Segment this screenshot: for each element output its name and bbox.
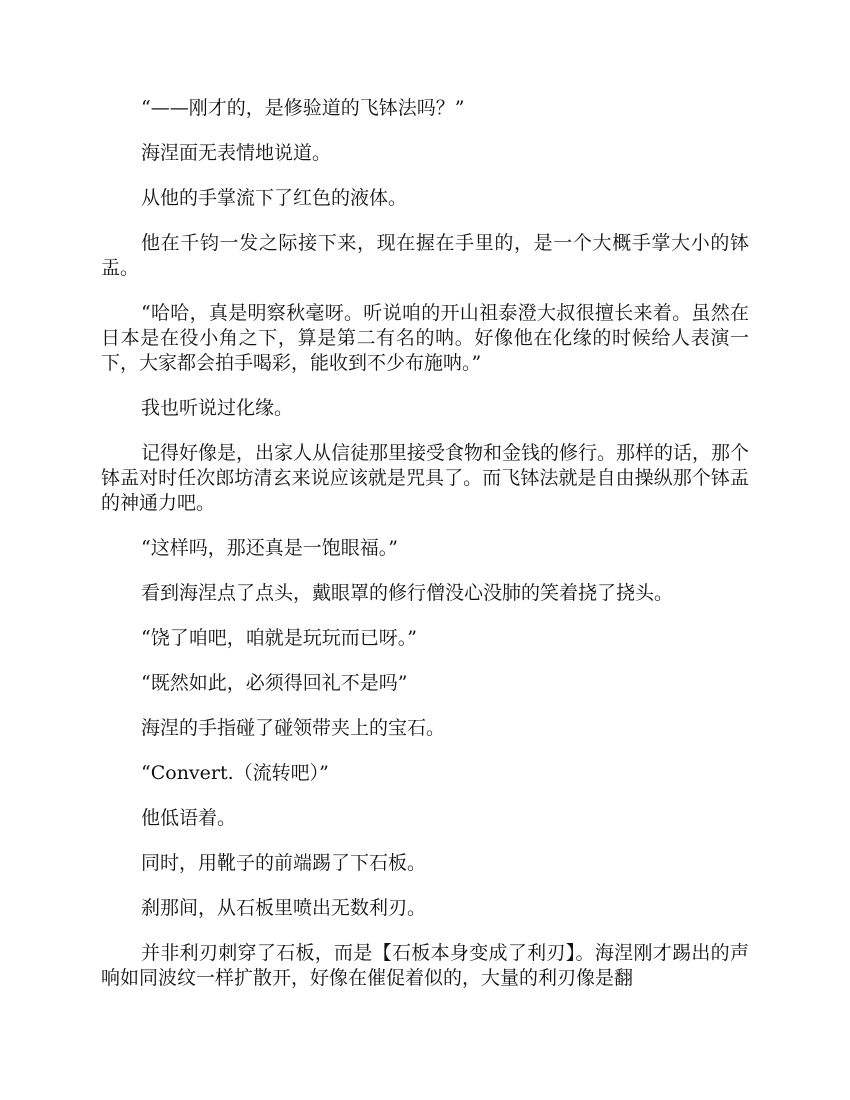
paragraph-14: 他低语着。	[141, 807, 237, 829]
paragraph-3: 从他的手掌流下了红色的液体。	[141, 187, 408, 209]
paragraph-4: 他在千钧一发之际接下来，现在握在手里的，是一个大概手掌大小的钵盂。	[101, 232, 749, 279]
paragraph-15: 同时，用靴子的前端踢了下石板。	[141, 852, 427, 874]
paragraph-13: “Convert.（流转吧）”	[141, 762, 329, 784]
paragraph-16: 刹那间，从石板里喷出无数利刃。	[141, 897, 427, 919]
document-page	[101, 96, 749, 1011]
paragraph-11: “既然如此，必须得回礼不是吗”	[141, 672, 408, 694]
paragraph-12: 海涅的手指碰了碰领带夹上的宝石。	[141, 717, 446, 739]
paragraph-6: 我也听说过化缘。	[141, 397, 294, 419]
paragraph-2: 海涅面无表情地说道。	[141, 142, 332, 164]
paragraph-10: “饶了咱吧，咱就是玩玩而已呀。”	[141, 627, 417, 649]
paragraph-7: 记得好像是，出家人从信徒那里接受食物和金钱的修行。那样的话，那个钵盂对时任次郎坊清玄来说应该就是咒具了。而飞钵法就是自由操纵那个钵盂的神通力吧。	[101, 442, 750, 514]
paragraph-17: 并非利刃刺穿了石板，而是【石板本身变成了利刃】。海涅刚才踢出的声响如同波纹一样扩散开，好像在催促着似的，大量的利刃像是翻	[101, 942, 749, 989]
paragraph-9: 看到海涅点了点头，戴眼罩的修行僧没心没肺的笑着挠了挠头。	[141, 582, 674, 604]
paragraph-1: “——刚才的，是修验道的飞钵法吗？”	[141, 97, 465, 119]
paragraph-5: “哈哈，真是明察秋毫呀。听说咱的开山祖泰澄大叔很擅长来着。虽然在日本是在役小角之下，算是第二有名的呐。好像他在化缘的时候给人表演一下，大家都会拍手喝彩，能收到不少布施呐。”	[101, 302, 749, 374]
paragraph-8: “这样吗，那还真是一饱眼福。”	[141, 537, 398, 559]
